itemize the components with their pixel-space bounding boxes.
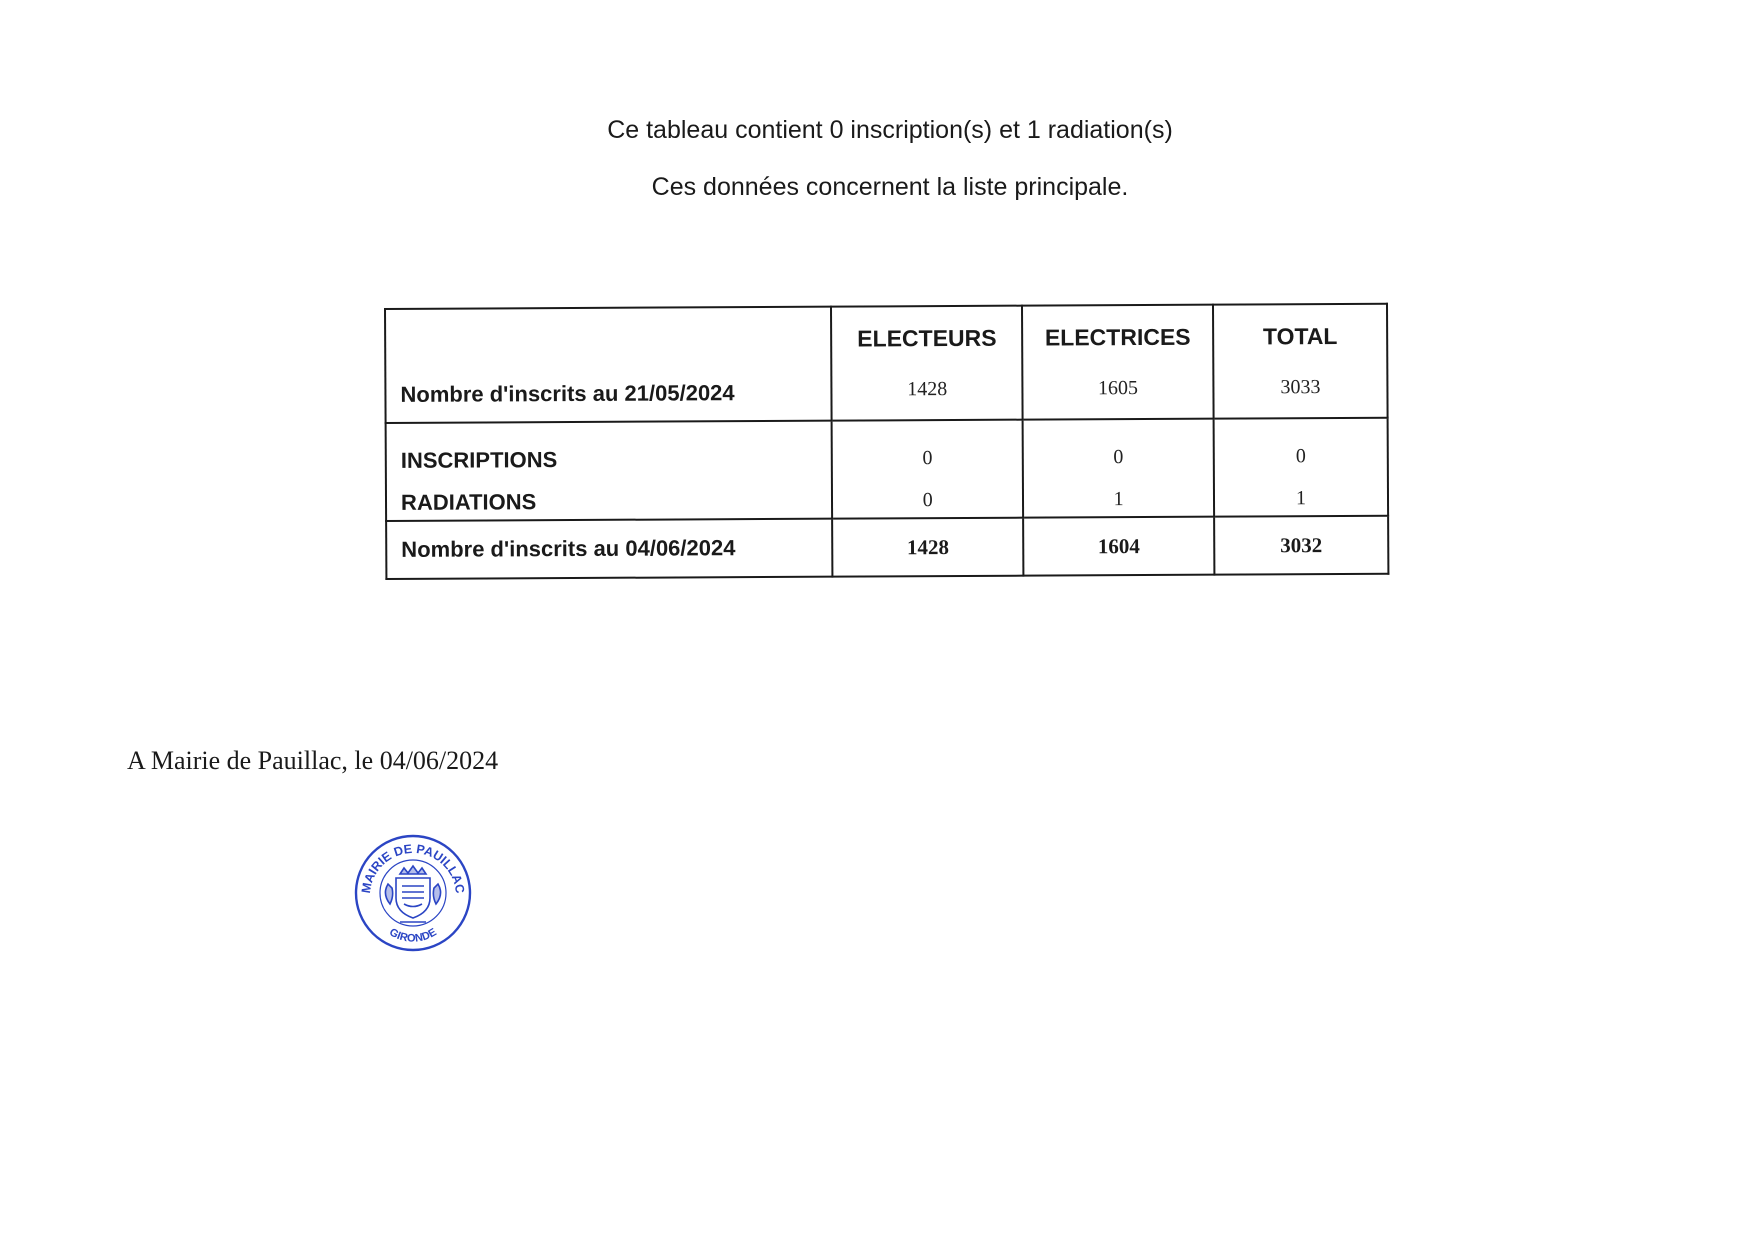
table-row — [385, 304, 1388, 423]
table-value: 0 — [922, 489, 933, 512]
table-cell — [1022, 305, 1213, 420]
table-value: 1428 — [906, 535, 950, 560]
coat-of-arms-icon — [385, 866, 440, 922]
table-cell — [385, 307, 832, 423]
table-cell — [386, 421, 833, 521]
row-label-end: Nombre d'inscrits au 04/06/2024 — [401, 535, 736, 562]
signoff-text: A Mairie de Pauillac, le 04/06/2024 — [127, 746, 499, 775]
table-value: 3032 — [1280, 533, 1323, 558]
row-label-start: Nombre d'inscrits au 21/05/2024 — [400, 380, 735, 407]
column-header-total: TOTAL — [1262, 323, 1338, 350]
table-cell — [832, 518, 1023, 577]
table-value: 1 — [1113, 488, 1124, 511]
table-row — [386, 418, 1388, 521]
electoral-stats-table — [384, 303, 1389, 580]
stamp-text-bottom: GIRONDE — [387, 926, 439, 945]
column-header-electeurs: ELECTEURS — [857, 324, 997, 352]
table-value: 0 — [922, 447, 933, 470]
table-value: 0 — [1113, 446, 1124, 469]
table-value: 1605 — [1097, 377, 1139, 400]
table-cell — [1023, 517, 1214, 576]
table-value: 1428 — [907, 378, 948, 401]
table-cell — [832, 420, 1023, 519]
stamp-text-top: MAIRIE DE PAUILLAC — [358, 841, 468, 895]
table-cell — [1213, 304, 1388, 419]
column-header-electrices: ELECTRICES — [1044, 323, 1191, 351]
table-value: 1604 — [1097, 534, 1140, 559]
table-value: 0 — [1295, 445, 1306, 468]
table-value: 1 — [1295, 487, 1307, 510]
table-cell — [831, 306, 1022, 421]
table-value: 3033 — [1280, 376, 1321, 399]
row-label-inscriptions: INSCRIPTIONS — [400, 447, 558, 473]
table-row — [386, 516, 1388, 579]
summary-text: Ce tableau contient 0 inscription(s) et 1 radiation(s) — [607, 116, 1173, 144]
table-cell — [1023, 419, 1214, 518]
mairie-stamp — [352, 832, 474, 954]
table-cell — [1214, 516, 1388, 575]
scope-text: Ces données concernent la liste principale. — [651, 173, 1129, 201]
table-cell — [1214, 418, 1388, 517]
table-cell — [386, 519, 833, 579]
row-label-radiations: RADIATIONS — [400, 489, 537, 515]
